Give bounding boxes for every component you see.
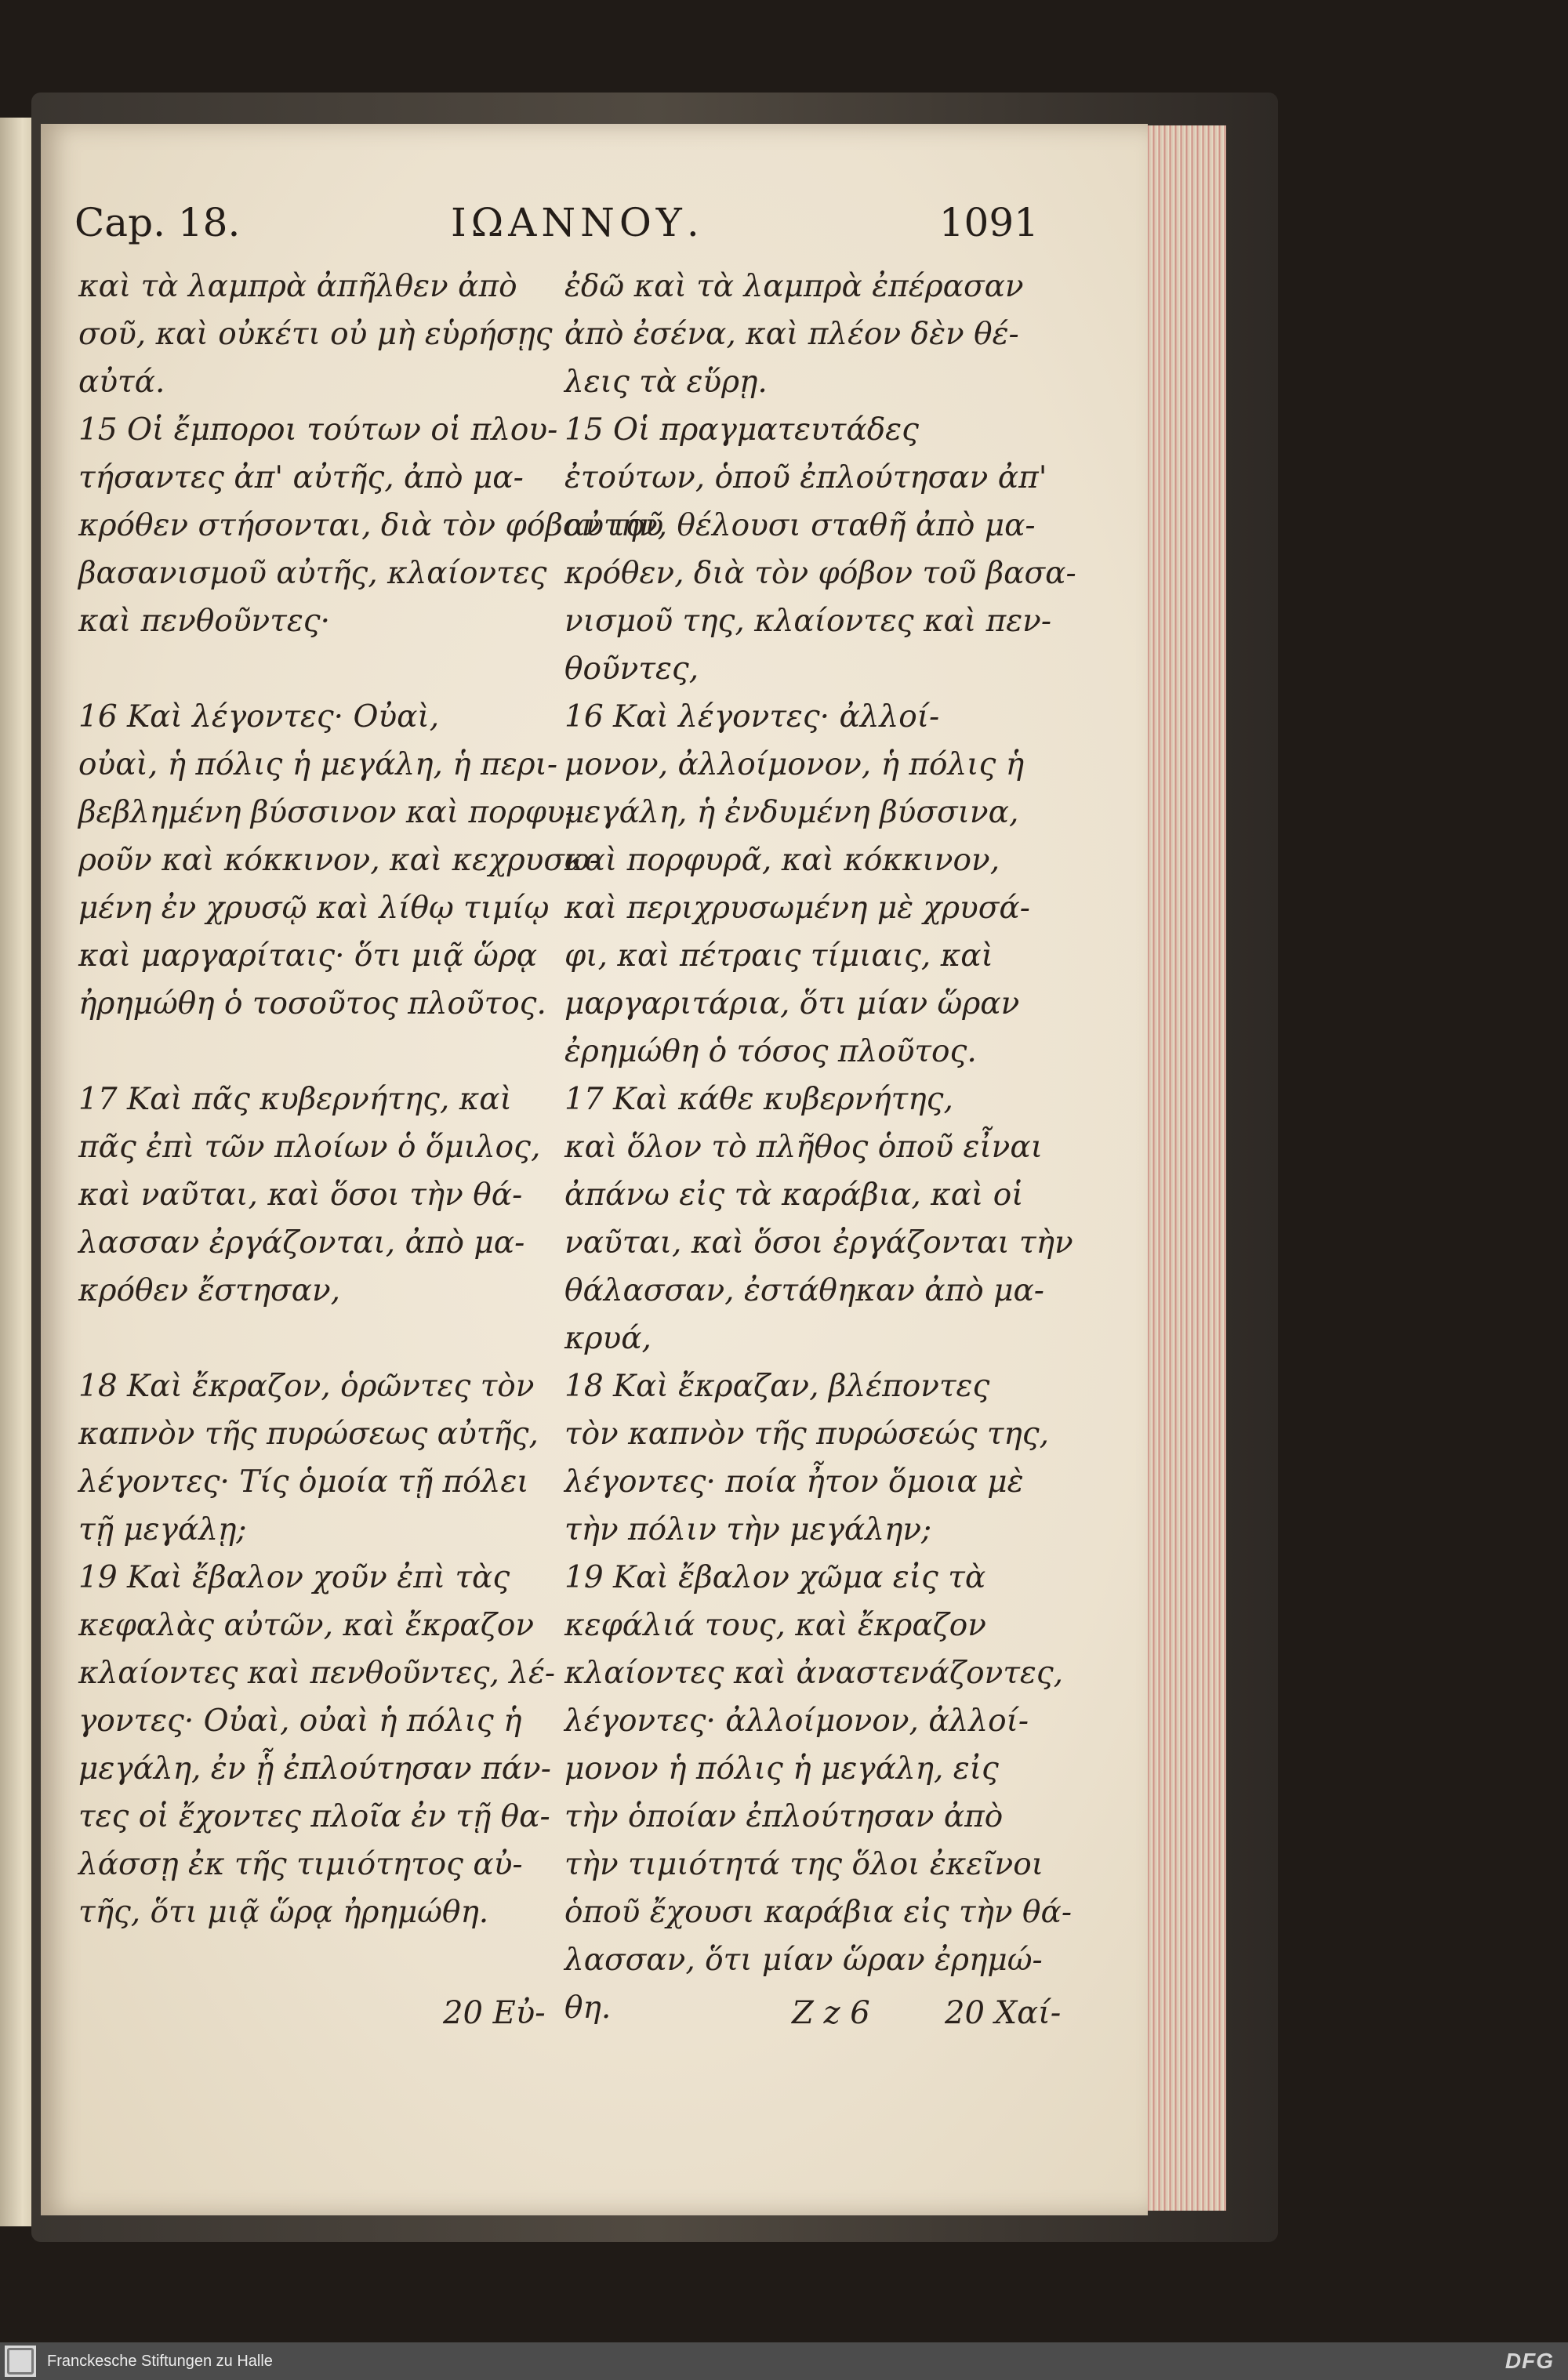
chapter-label: Cap. 18.	[74, 200, 241, 245]
text-line: θοῦντες,	[564, 651, 699, 687]
text-line: τὴν τιμιότητά της ὅλοι ἐκεῖνοι	[564, 1847, 1044, 1882]
text-line: κρόθεν, διὰ τὸν φόβον τοῦ βασα-	[564, 556, 1076, 591]
text-line: καὶ πορφυρᾶ, καὶ κόκκινον,	[564, 843, 1000, 878]
text-line: 18 Καὶ ἔκραζον, ὁρῶντες τὸν	[78, 1369, 535, 1404]
text-line: τες οἱ ἔχοντες πλοῖα ἐν τῇ θα-	[78, 1799, 550, 1834]
text-line: πᾶς ἐπὶ τῶν πλοίων ὁ ὅμιλος,	[78, 1130, 541, 1165]
text-line: ἀπάνω εἰς τὰ καράβια, καὶ οἱ	[564, 1177, 1024, 1213]
text-line: 16 Καὶ λέγοντες· Οὐαὶ,	[78, 699, 440, 735]
text-line: οὐαὶ, ἡ πόλις ἡ μεγάλη, ἡ περι-	[78, 747, 558, 782]
text-line: λάσσῃ ἐκ τῆς τιμιότητος αὐ-	[78, 1847, 523, 1882]
text-line: μονον ἡ πόλις ἡ μεγάλη, εἰς	[564, 1751, 999, 1787]
text-line: λασσαν, ὅτι μίαν ὥραν ἐρημώ-	[564, 1943, 1043, 1978]
text-line: 17 Καὶ πᾶς κυβερνήτης, καὶ	[78, 1082, 512, 1117]
paragraph-gap	[78, 1028, 553, 1076]
text-line: 15 Οἱ ἔμποροι τούτων οἱ πλου-	[78, 412, 558, 448]
text-line: μένη ἐν χρυσῷ καὶ λίθῳ τιμίῳ	[78, 891, 550, 926]
book-title: ΙΩΑΝΝΟΥ.	[451, 200, 704, 245]
text-line: καὶ περιχρυσωμένη μὲ χρυσά-	[564, 891, 1030, 926]
text-line: λέγοντες· Τίς ὁμοία τῇ πόλει	[78, 1464, 529, 1500]
text-line: κεφάλιά τους, καὶ ἔκραζον	[564, 1608, 986, 1643]
text-line: ὁποῦ ἔχουσι καράβια εἰς τὴν θά-	[564, 1895, 1073, 1930]
text-line: τῆς, ὅτι μιᾷ ὥρᾳ ἠρημώθη.	[78, 1895, 489, 1930]
text-line: αὐτά.	[78, 365, 165, 400]
text-line: καὶ τὰ λαμπρὰ ἀπῆλθεν ἀπὸ	[78, 269, 517, 304]
text-line: τὸν καπνὸν τῆς πυρώσεώς της,	[564, 1417, 1050, 1452]
institution-name: Franckesche Stiftungen zu Halle	[47, 2352, 273, 2370]
text-line: 19 Καὶ ἔβαλον χοῦν ἐπὶ τὰς	[78, 1560, 510, 1595]
text-line: λασσαν ἐργάζονται, ἀπὸ μα-	[78, 1225, 525, 1261]
text-line: ἐδῶ καὶ τὰ λαμπρὰ ἐπέρασαν	[564, 269, 1024, 304]
paragraph-gap	[78, 1315, 553, 1362]
text-line: μεγάλη, ἐν ᾗ ἐπλούτησαν πάν-	[78, 1751, 551, 1787]
text-line: θη.	[564, 1990, 612, 2026]
text-line: τὴν ὁποίαν ἐπλούτησαν ἀπὸ	[564, 1799, 1004, 1834]
text-line: βεβλημένη βύσσινον καὶ πορφυ-	[78, 795, 575, 830]
text-line: καὶ ναῦται, καὶ ὅσοι τὴν θά-	[78, 1177, 523, 1213]
text-line: 16 Καὶ λέγοντες· ἀλλοί-	[564, 699, 940, 735]
text-line: μαργαριτάρια, ὅτι μίαν ὥραν	[564, 986, 1020, 1021]
right-column-modern-greek	[564, 263, 1076, 2032]
text-line: 17 Καὶ κάθε κυβερνήτης,	[564, 1082, 953, 1117]
text-line: βασανισμοῦ αὐτῆς, κλαίοντες	[78, 556, 547, 591]
text-line: καὶ μαργαρίταις· ὅτι μιᾷ ὥρᾳ	[78, 938, 538, 974]
text-line: αὐτήν, θέλουσι σταθῆ ἀπὸ μα-	[564, 508, 1036, 543]
running-head	[74, 200, 1039, 255]
text-line: ἐρημώθη ὁ τόσος πλοῦτος.	[564, 1034, 977, 1069]
text-line: ἐτούτων, ὁποῦ ἐπλούτησαν ἀπ'	[564, 460, 1047, 495]
text-line: ἠρημώθη ὁ τοσοῦτος πλοῦτος.	[78, 986, 546, 1021]
text-line: λέγοντες· ἀλλοίμονον, ἀλλοί-	[564, 1703, 1029, 1739]
text-line: κλαίοντες καὶ πενθοῦντες, λέ-	[78, 1656, 556, 1691]
dfg-logo: DFG	[1504, 2349, 1554, 2373]
catchword-right: 20 Χαί-	[945, 1995, 1062, 2031]
text-line: σοῦ, καὶ οὐκέτι οὐ μὴ εὑρήσῃς	[78, 317, 553, 352]
text-line: τήσαντες ἀπ' αὐτῆς, ἀπὸ μα-	[78, 460, 524, 495]
paragraph-gap	[78, 645, 553, 693]
text-line: φι, καὶ πέτραις τίμιαις, καὶ	[564, 938, 993, 974]
text-line: κρόθεν στήσονται, διὰ τὸν φόβον τοῦ	[78, 508, 664, 543]
text-line: ροῦν καὶ κόκκινον, καὶ κεχρυσω-	[78, 843, 600, 878]
text-line: μονον, ἀλλοίμονον, ἡ πόλις ἡ	[564, 747, 1025, 782]
text-line: 19 Καὶ ἔβαλον χῶμα εἰς τὰ	[564, 1560, 986, 1595]
text-line: κλαίοντες καὶ ἀναστενάζοντες,	[564, 1656, 1064, 1691]
text-line: λέγοντες· ποία ἦτον ὅμοια μὲ	[564, 1464, 1024, 1500]
text-line: καπνὸν τῆς πυρώσεως αὐτῆς,	[78, 1417, 539, 1452]
text-line: θάλασσαν, ἐστάθηκαν ἀπὸ μα-	[564, 1273, 1044, 1308]
text-line: 15 Οἱ πραγματευτάδες	[564, 412, 919, 448]
page-edges	[1145, 125, 1226, 2211]
text-line: τὴν πόλιν τὴν μεγάλην;	[564, 1512, 932, 1547]
text-line: τῇ μεγάλῃ;	[78, 1512, 247, 1547]
text-line: κεφαλὰς αὐτῶν, καὶ ἔκραζον	[78, 1608, 535, 1643]
text-line: μεγάλη, ἡ ἐνδυμένη βύσσινα,	[564, 795, 1019, 830]
catchword-left: 20 Εὐ-	[443, 1995, 546, 2031]
text-line: κρόθεν ἔστησαν,	[78, 1273, 341, 1308]
institution-logo-icon	[5, 2346, 36, 2377]
text-line: γοντες· Οὐαὶ, οὐαὶ ἡ πόλις ἡ	[78, 1703, 522, 1739]
page-number: 1091	[938, 200, 1039, 245]
text-line: νισμοῦ της, κλαίοντες καὶ πεν-	[564, 604, 1052, 639]
text-line: καὶ πενθοῦντες·	[78, 604, 330, 639]
text-line: καὶ ὅλον τὸ πλῆθος ὁποῦ εἶναι	[564, 1130, 1044, 1165]
text-line: κρυά,	[564, 1321, 652, 1356]
viewer-footer-bar	[0, 2342, 1568, 2380]
text-line: ἀπὸ ἐσένα, καὶ πλέον δὲν θέ-	[564, 317, 1019, 352]
text-line: 18 Καὶ ἔκραζαν, βλέποντες	[564, 1369, 990, 1404]
text-line: λεις τὰ εὕρῃ.	[564, 365, 768, 400]
signature-mark: Z z 6	[792, 1995, 870, 2031]
text-line: ναῦται, καὶ ὅσοι ἐργάζονται τὴν	[564, 1225, 1073, 1261]
